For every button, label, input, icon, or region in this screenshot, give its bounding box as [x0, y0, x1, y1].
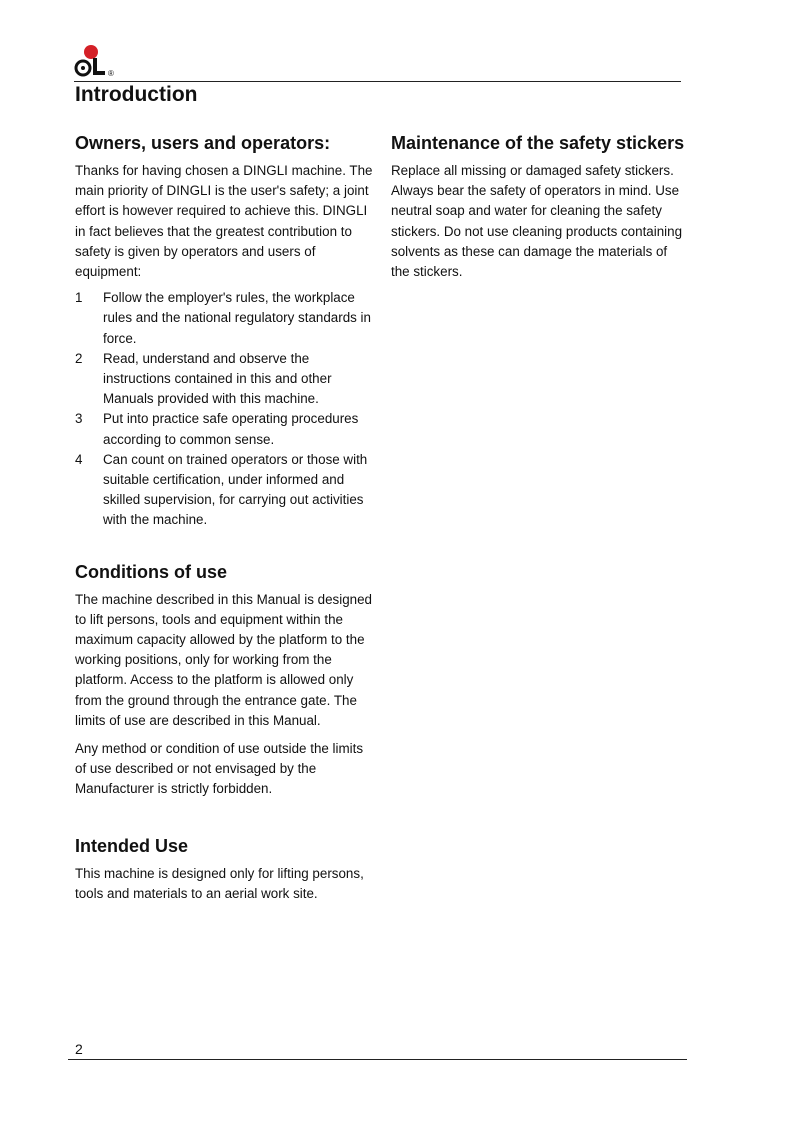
- list-number: 1: [75, 290, 83, 306]
- right-column: [391, 130, 686, 282]
- list-number: 4: [75, 451, 83, 467]
- conditions-heading: Conditions of use: [75, 561, 227, 582]
- page-title: Introduction: [75, 83, 198, 106]
- list-number: 3: [75, 411, 83, 427]
- left-column: [75, 130, 373, 904]
- footer-rule: [68, 1059, 687, 1060]
- owners-heading: Owners, users and operators:: [75, 133, 331, 153]
- list-text: Read, understand and observe the instructions contained in this and other Manuals provided with this machine.: [103, 350, 332, 407]
- list-item: [75, 349, 373, 410]
- conditions-paragraph-1: The machine described in this Manual is designed to lift persons, tools and equipment within the maximum capacity allowed by the platform to the working positions, only for working from the platform. Access to the platform is allowed only from the ground through the entrance gate. The limits of use are described in this Manual.: [75, 591, 372, 728]
- owners-intro: Thanks for having chosen a DINGLI machine. The main priority of DINGLI is the user's safety; a joint effort is however required to achieve this. DINGLI in fact believes that the greatest contribution to safety is given by operators and users of equipment:: [75, 163, 373, 280]
- intended-use-section: [75, 833, 373, 904]
- owners-section: [75, 130, 373, 531]
- list-text: Put into practice safe operating procedures according to common sense.: [103, 411, 359, 447]
- maintenance-paragraph: Replace all missing or damaged safety stickers. Always bear the safety of operators in mind. Use neutral soap and water for cleaning the safety stickers. Do not use cleaning products containing solvents as these can damage the materials of the stickers.: [391, 163, 683, 280]
- list-text: Can count on trained operators or those with suitable certification, under informed and skilled supervision, for carrying out activities with the machine.: [103, 451, 368, 528]
- list-item: [75, 409, 373, 449]
- maintenance-section: [391, 130, 686, 282]
- conditions-section: [75, 559, 373, 800]
- intended-use-heading: Intended Use: [75, 835, 189, 856]
- registered-mark: ®: [108, 69, 114, 78]
- dingli-logo: [74, 44, 126, 78]
- list-item: [75, 288, 373, 349]
- list-item: [75, 450, 373, 531]
- page-number: 2: [75, 1041, 83, 1057]
- list-number: 2: [75, 350, 83, 366]
- intended-use-paragraph: This machine is designed only for lifting persons, tools and materials to an aerial work site.: [75, 865, 364, 901]
- owners-list: [75, 288, 373, 530]
- maintenance-heading: Maintenance of the safety stickers: [391, 133, 685, 153]
- conditions-paragraph-2: Any method or condition of use outside the limits of use described or not envisaged by the Manufacturer is strictly forbidden.: [75, 741, 364, 797]
- list-text: Follow the employer's rules, the workplace rules and the national regulatory standards in force.: [103, 290, 371, 346]
